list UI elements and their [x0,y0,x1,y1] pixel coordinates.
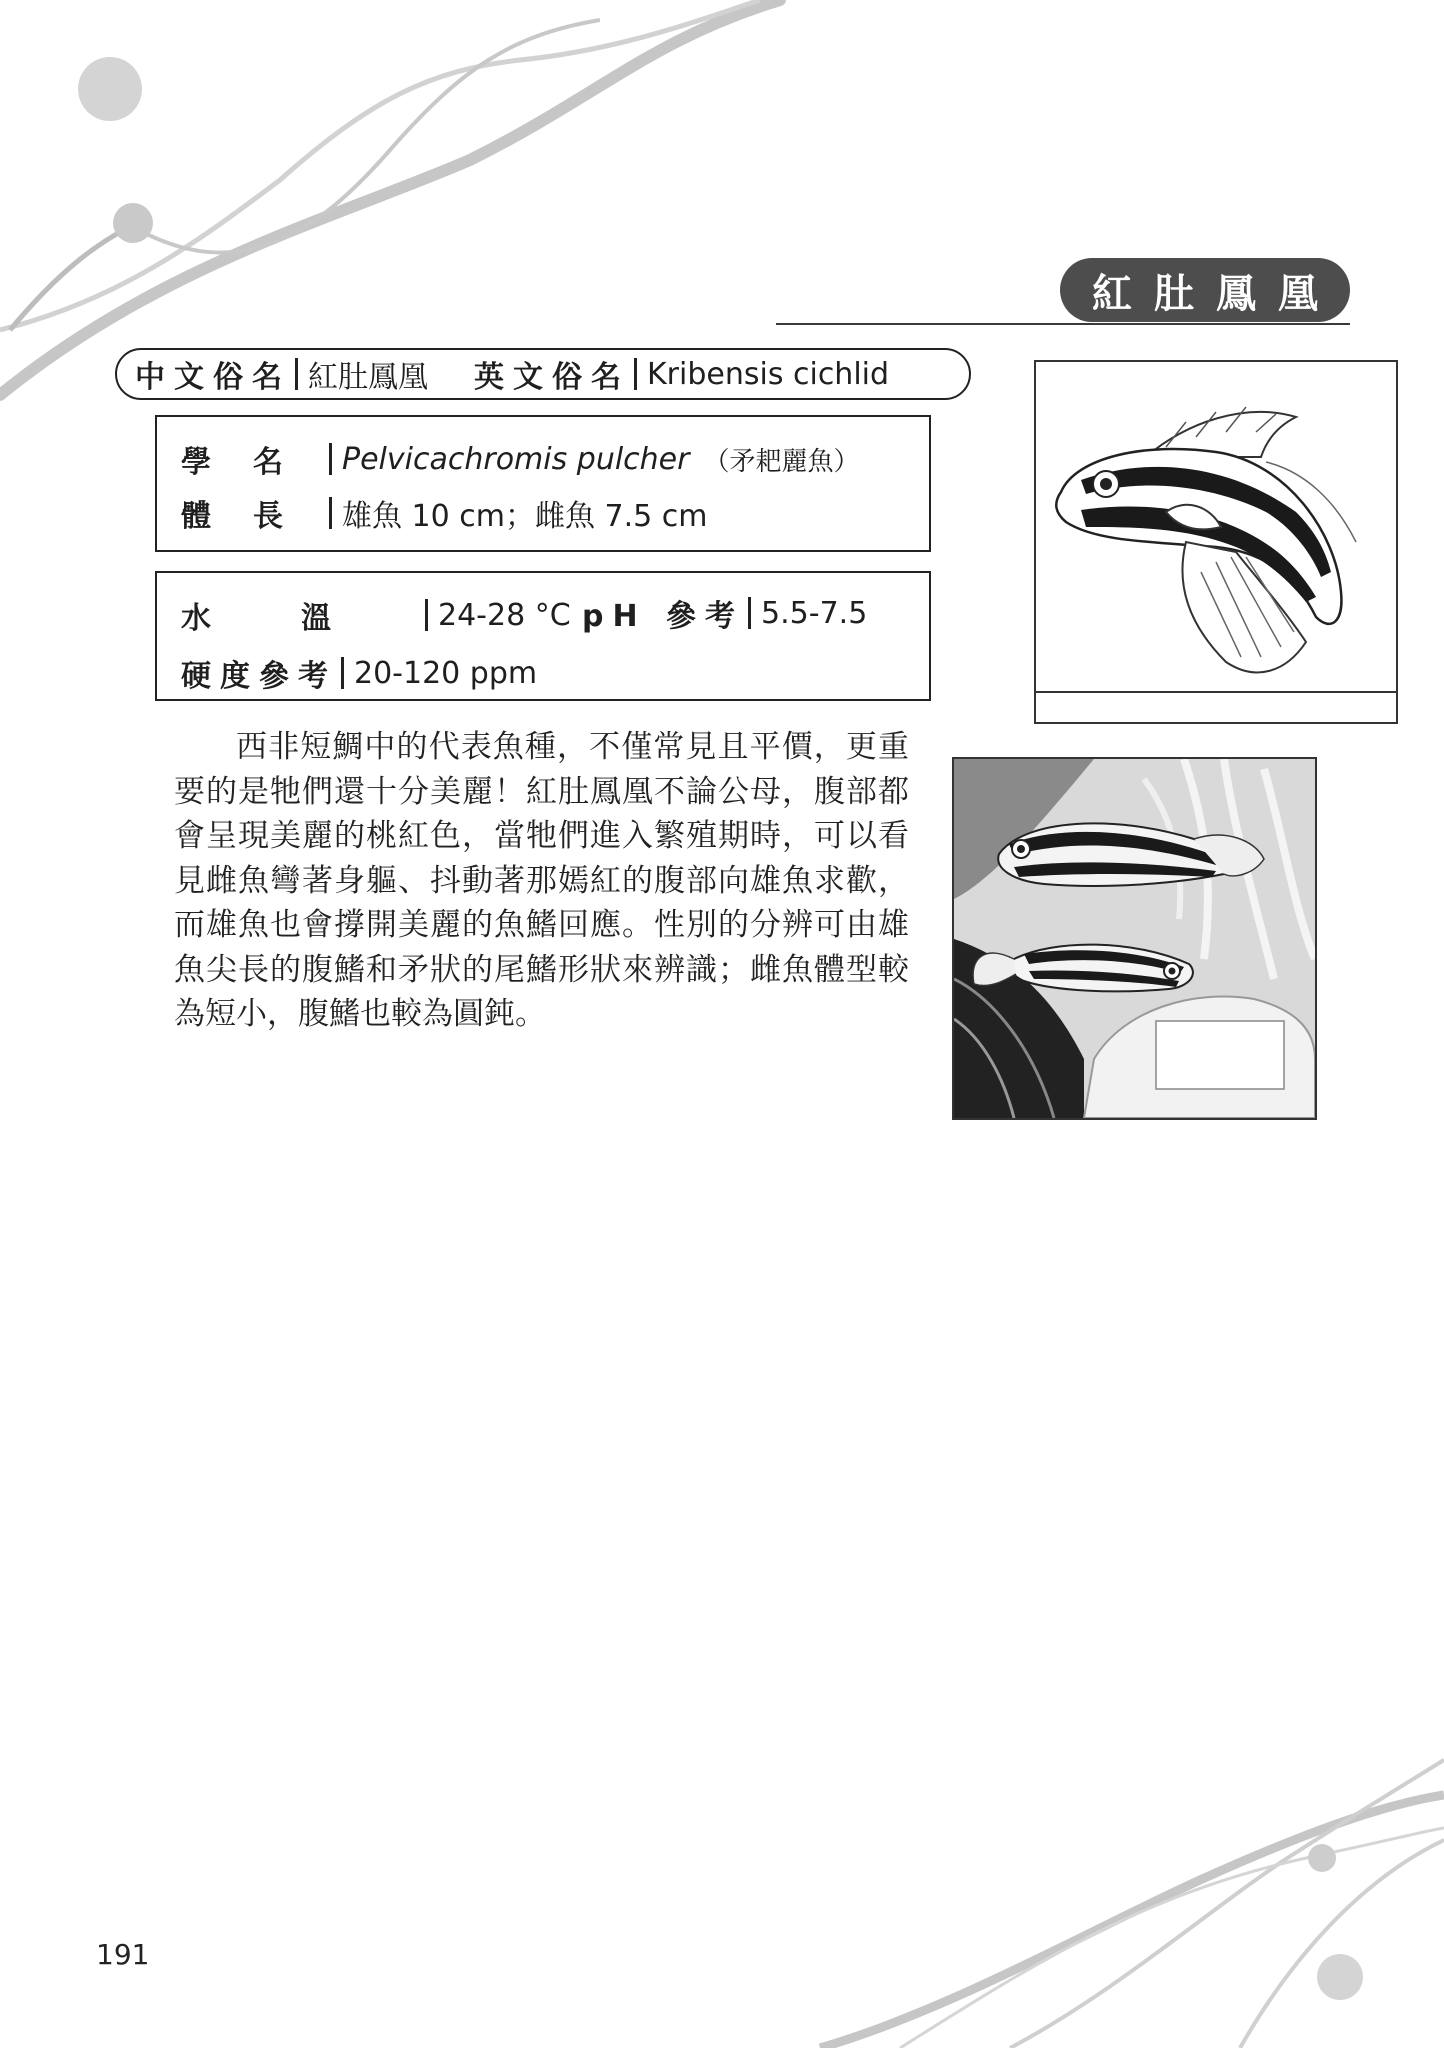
en-name-label: 英文俗名 [474,360,630,395]
body-length-label: 體長 [181,499,325,534]
title-underline [776,323,1350,325]
ph-label: pH 參考 [582,599,745,634]
separator [748,597,751,629]
hardness-label: 硬度參考 [181,659,337,694]
cn-name-label: 中文俗名 [135,360,291,395]
ph-value: 5.5-7.5 [761,595,868,631]
hardness-value: 20-120 ppm [354,655,538,691]
taxonomy-box [155,415,931,552]
fish-illustration-pair [952,757,1317,1120]
sci-name-label: 學名 [181,445,325,480]
sci-name-value: Pelvicachromis pulcher [342,441,690,477]
separator [341,657,344,689]
water-temp-label: 水溫 [181,601,421,636]
species-title: 紅肚鳳凰 [1092,269,1340,317]
deco-dot-bottom-small [1308,1844,1336,1872]
water-params-box [155,571,931,701]
species-title-tab [1060,258,1350,322]
cn-name-value: 紅肚鳳凰 [308,360,428,395]
body-length-value: 雄魚 10 cm；雌魚 7.5 cm [342,499,708,534]
separator [634,358,637,390]
separator [295,358,298,390]
page-number: 191 [96,1938,150,1971]
common-names-bar [115,348,971,400]
fish-illustration-single [1034,360,1398,724]
separator [329,497,332,529]
deco-dot-bottom-large [1317,1954,1363,2000]
water-temp-value: 24-28 °C [438,597,571,633]
separator [425,599,428,631]
separator [329,443,332,475]
sci-name-alias: （矛耙麗魚） [703,446,860,477]
en-name-value: Kribensis cichlid [647,356,890,392]
description-paragraph: 西非短鯛中的代表魚種，不僅常見且平價，更重要的是牠們還十分美麗！紅肚鳳凰不論公母，腹部都會呈現美麗的桃紅色，當牠們進入繁殖期時，可以看見雌魚彎著身軀、抖動著那嫣紅的腹部向雄魚求歡，而雄魚也會撐開美麗的魚鰭回應。性別的分辨可由雄魚尖長的腹鰭和矛狀的尾鰭形狀來辨識；雌魚體型較為短小，腹鰭也較為圓鈍。 [174,729,909,1032]
deco-dot-small [113,203,153,243]
deco-dot-large [78,57,142,121]
